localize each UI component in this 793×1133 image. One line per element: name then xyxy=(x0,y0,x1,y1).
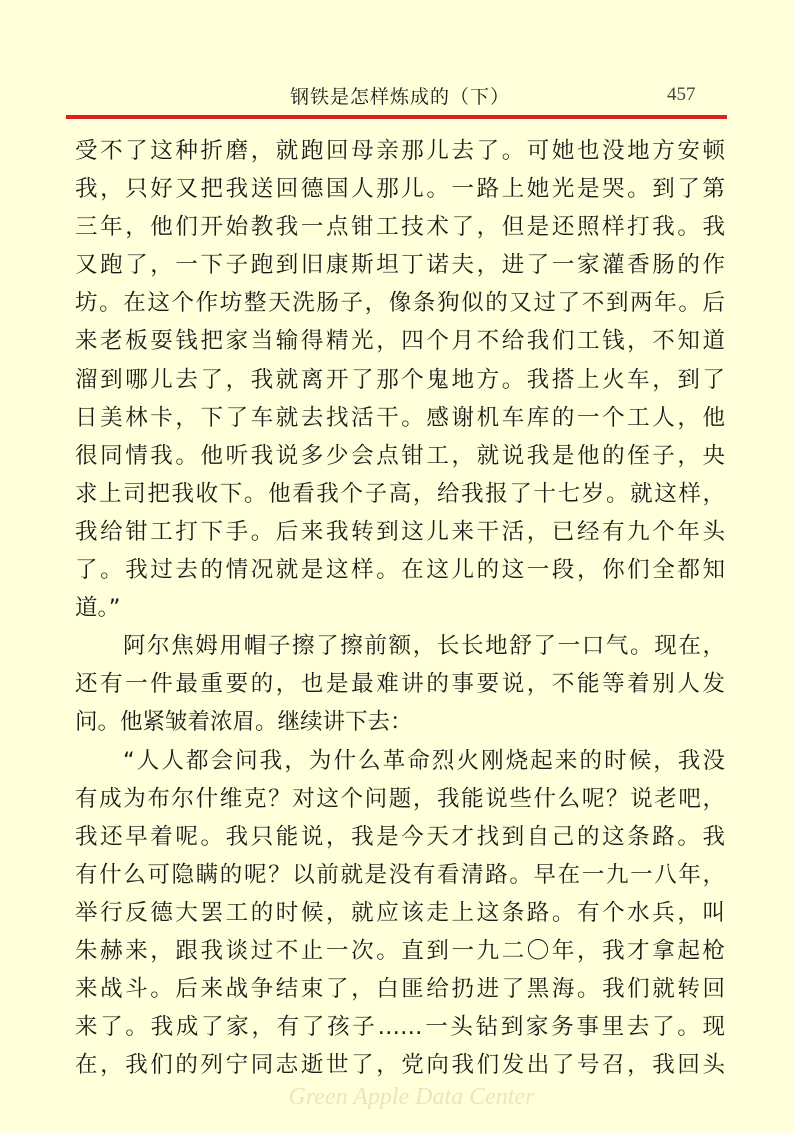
text-line: 我还早着呢。我只能说，我是今天才找到自己的这条路。我 xyxy=(75,823,725,850)
running-title: 钢铁是怎样炼成的（下） xyxy=(290,86,511,108)
text-line: 来老板耍钱把家当输得精光，四个月不给我们工钱，不知道 xyxy=(75,328,725,355)
text-line: 还有一件最重要的，也是最难讲的事要说，不能等着别人发 xyxy=(75,671,725,698)
watermark: Green Apple Data Center xyxy=(288,1084,535,1110)
text-line: 我，只好又把我送回德国人那儿。一路上她光是哭。到了第 xyxy=(75,176,725,203)
text-line: 来战斗。后来战争结束了，白匪给扔进了黑海。我们就转回 xyxy=(75,976,725,1003)
text-line: 我给钳工打下手。后来我转到这儿来干活，已经有九个年头 xyxy=(75,518,725,545)
text-line: 道。” xyxy=(75,595,121,622)
text-line: 溜到哪儿去了，我就离开了那个鬼地方。我搭上火车，到了 xyxy=(75,366,725,393)
text-line: 问。他紧皱着浓眉。继续讲下去： xyxy=(75,709,413,736)
text-line: 举行反德大罢工的时候，就应该走上这条路。有个水兵，叫 xyxy=(75,899,725,926)
text-line: 坊。在这个作坊整天洗肠子，像条狗似的又过了不到两年。后 xyxy=(75,290,725,317)
text-line: 有成为布尔什维克？对这个问题，我能说些什么呢？说老吧， xyxy=(75,785,725,812)
text-line: 有什么可隐瞒的呢？以前就是没有看清路。早在一九一八年， xyxy=(75,861,725,888)
text-line: 来了。我成了家，有了孩子……一头钻到家务事里去了。现 xyxy=(75,1014,725,1041)
text-line: 很同情我。他听我说多少会点钳工，就说我是他的侄子，央 xyxy=(75,442,725,469)
text-line: 求上司把我收下。他看我个子高，给我报了十七岁。就这样， xyxy=(75,480,725,507)
running-header xyxy=(0,78,793,112)
body-text xyxy=(75,132,725,1084)
paragraph-first-line: 阿尔焦姆用帽子擦了擦前额，长长地舒了一口气。现在， xyxy=(123,633,725,660)
paragraph-first-line: “人人都会问我，为什么革命烈火刚烧起来的时候，我没 xyxy=(123,747,725,774)
page-number: 457 xyxy=(667,84,696,105)
text-line: 日美林卡，下了车就去找活干。感谢机车库的一个工人，他 xyxy=(75,404,725,431)
text-line: 了。我过去的情况就是这样。在这儿的这一段，你们全都知 xyxy=(75,557,725,584)
text-line: 又跑了，一下子跑到旧康斯坦丁诺夫，进了一家灌香肠的作 xyxy=(75,252,725,279)
text-line: 朱赫来，跟我谈过不止一次。直到一九二〇年，我才拿起枪 xyxy=(75,937,725,964)
text-line: 受不了这种折磨，就跑回母亲那儿去了。可她也没地方安顿 xyxy=(75,138,725,164)
text-line: 三年，他们开始教我一点钳工技术了，但是还照样打我。我 xyxy=(75,214,725,241)
header-divider xyxy=(66,115,727,119)
text-line: 在，我们的列宁同志逝世了，党向我们发出了号召，我回头 xyxy=(75,1052,725,1079)
